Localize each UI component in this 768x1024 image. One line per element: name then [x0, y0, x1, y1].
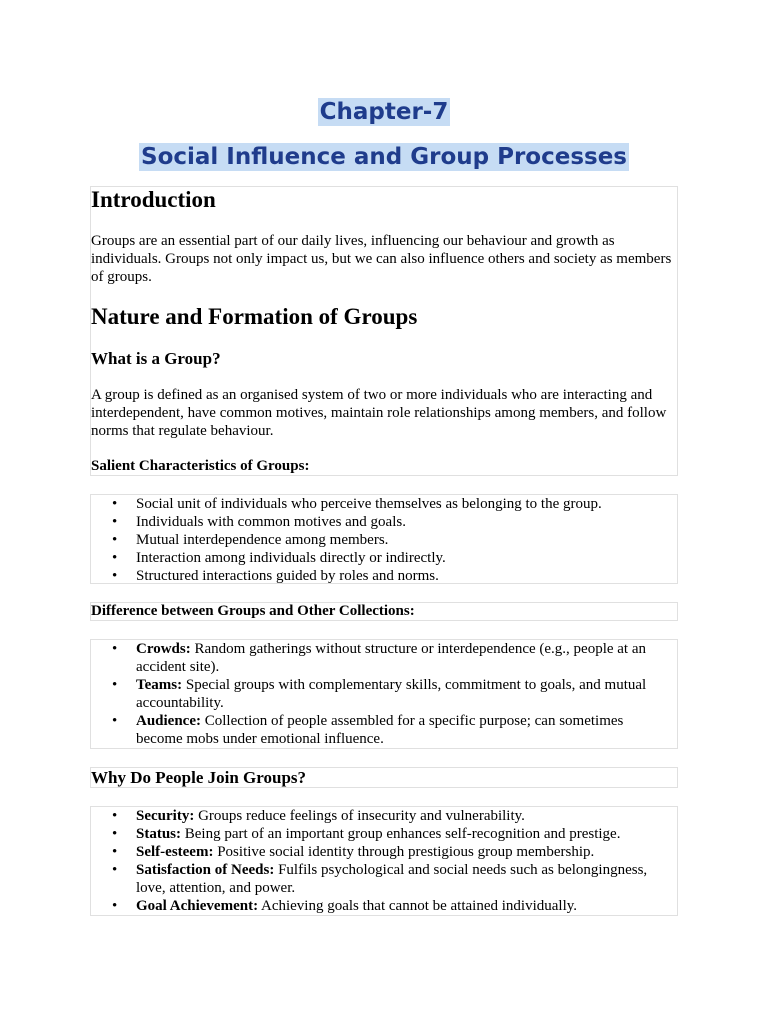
list-item: [112, 531, 672, 549]
bullet-icon: •: [112, 496, 118, 512]
introduction-heading: Introduction: [91, 187, 216, 212]
list-item-text: Being part of an important group enhances self-recognition and prestige.: [181, 826, 621, 842]
list-item: [112, 825, 672, 843]
what-is-group-heading: What is a Group?: [91, 349, 221, 368]
list-item-text: Structured interactions guided by roles and norms.: [136, 568, 439, 584]
introduction-text: Groups are an essential part of our daily lives, influencing our behaviour and growth as individuals. Groups not only impact us, but we can also influence others and society as members of groups.: [91, 233, 672, 285]
list-item-text: Positive social identity through prestigious group membership.: [213, 844, 595, 860]
bullet-icon: •: [112, 550, 118, 566]
list-item-text: Mutual interdependence among members.: [136, 532, 389, 548]
list-item: [112, 640, 672, 676]
list-item-text: Interaction among individuals directly or indirectly.: [136, 550, 446, 566]
list-item-term: Teams:: [136, 677, 183, 693]
list-item-term: Audience:: [136, 713, 201, 729]
list-item-text: Fulfils psychological and social needs such as belongingness, love, attention, and power.: [136, 862, 648, 896]
group-definition-text: A group is defined as an organised system of two or more individuals who are interacting and interdependent, have common motives, maintain role relationships among members, and follow norms that regulate behaviour.: [91, 387, 667, 439]
difference-heading: Difference between Groups and Other Collections:: [91, 603, 415, 619]
nature-heading: Nature and Formation of Groups: [91, 304, 418, 329]
bullet-icon: •: [112, 641, 118, 657]
list-item-term: Security:: [136, 808, 195, 824]
list-item: [112, 861, 672, 897]
characteristics-list: [112, 495, 672, 585]
chapter-number-text: Chapter-7: [319, 99, 449, 125]
bullet-icon: •: [112, 713, 118, 729]
list-item: [112, 843, 672, 861]
list-item: [112, 807, 672, 825]
bullet-icon: •: [112, 568, 118, 584]
list-item: [112, 567, 672, 585]
list-item-term: Goal Achievement:: [136, 898, 259, 914]
bullet-icon: •: [112, 514, 118, 530]
list-item: [112, 676, 672, 712]
chapter-title-text: Social Influence and Group Processes: [141, 144, 627, 170]
list-item: [112, 712, 672, 748]
characteristics-heading: Salient Characteristics of Groups:: [91, 458, 310, 474]
list-item: [112, 549, 672, 567]
bullet-icon: •: [112, 532, 118, 548]
list-item: [112, 897, 672, 915]
chapter-title: [0, 135, 768, 172]
bullet-icon: •: [112, 844, 118, 860]
list-item-text: Special groups with complementary skills, commitment to goals, and mutual accountability.: [136, 677, 647, 711]
list-item-term: Status:: [136, 826, 182, 842]
chapter-number: [0, 90, 768, 127]
list-item: [112, 495, 672, 513]
bullet-icon: •: [112, 898, 118, 914]
list-item: [112, 513, 672, 531]
why-join-heading: Why Do People Join Groups?: [91, 768, 307, 787]
list-item-term: Self-esteem:: [136, 844, 214, 860]
list-item-text: Collection of people assembled for a specific purpose; can sometimes become mobs under emotional influence.: [136, 713, 624, 747]
list-item-term: Crowds:: [136, 641, 191, 657]
list-item-text: Individuals with common motives and goals.: [136, 514, 406, 530]
bullet-icon: •: [112, 808, 118, 824]
why-join-list: [112, 807, 672, 915]
bullet-icon: •: [112, 677, 118, 693]
list-item-text: Social unit of individuals who perceive themselves as belonging to the group.: [136, 496, 602, 512]
bullet-icon: •: [112, 862, 118, 878]
list-item-text: Achieving goals that cannot be attained individually.: [258, 898, 578, 914]
list-item-text: Random gatherings without structure or interdependence (e.g., people at an accident site).: [136, 641, 647, 675]
list-item-term: Satisfaction of Needs:: [136, 862, 275, 878]
bullet-icon: •: [112, 826, 118, 842]
difference-list: [112, 640, 672, 748]
list-item-text: Groups reduce feelings of insecurity and vulnerability.: [194, 808, 525, 824]
